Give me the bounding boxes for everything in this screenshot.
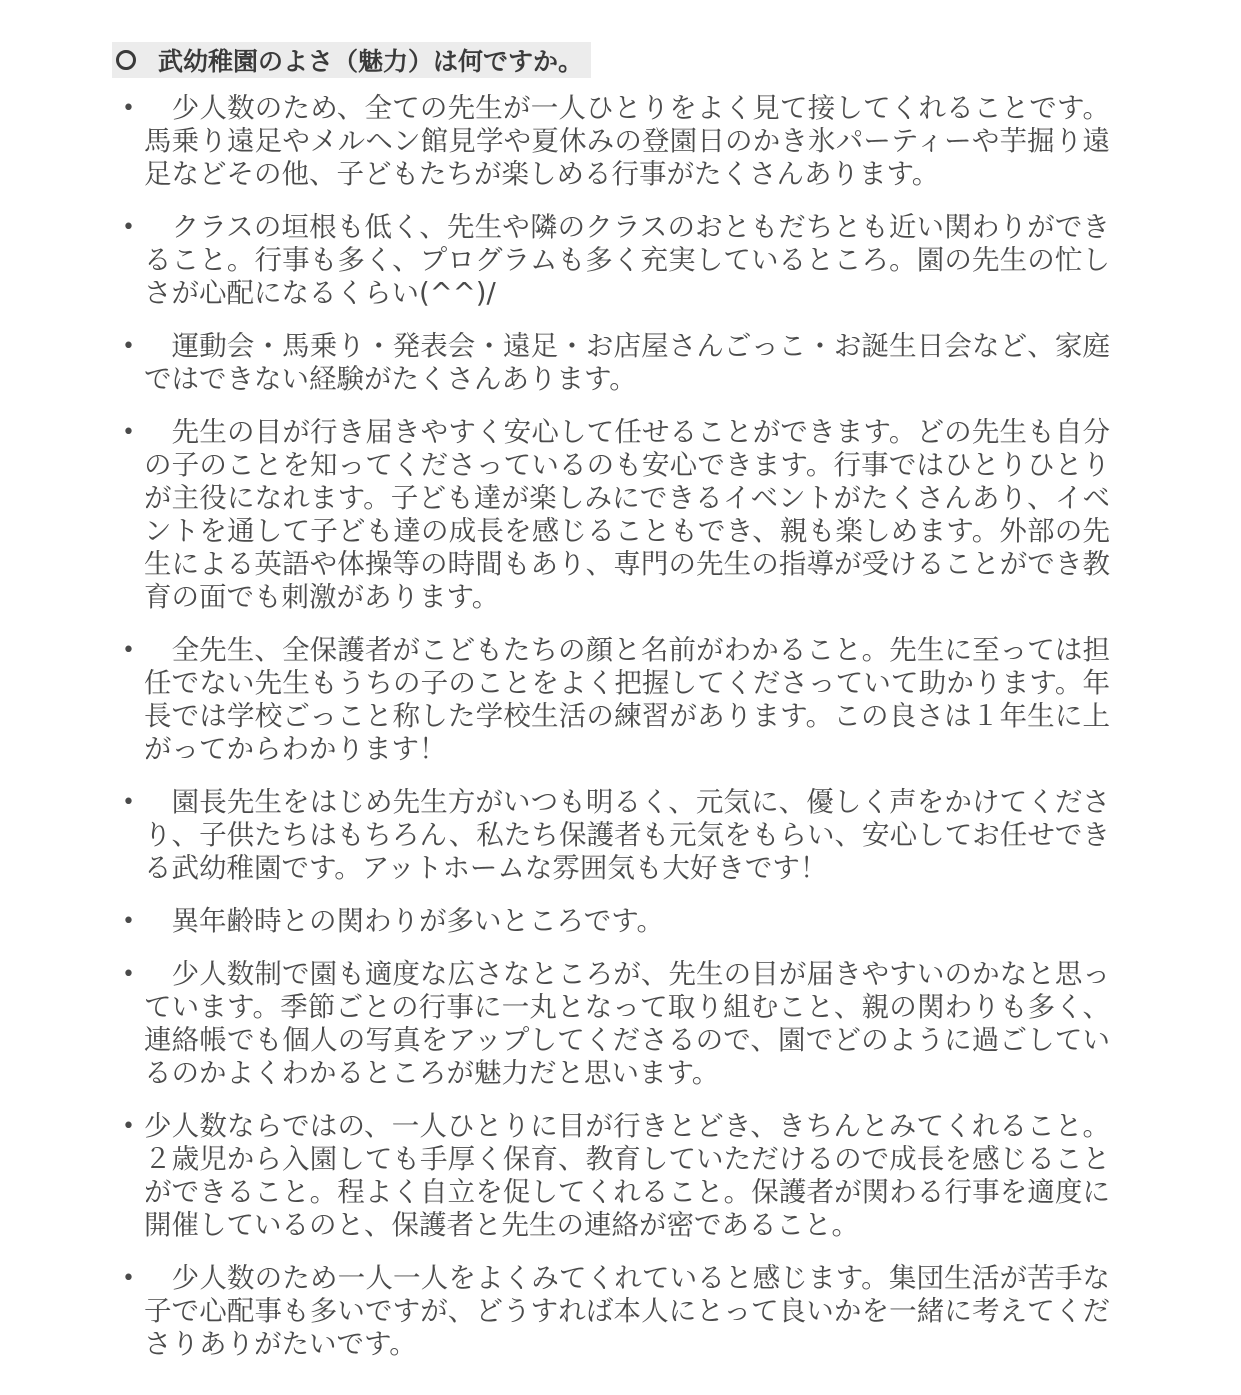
list-item-text: 園長先生をはじめ先生方がいつも明るく、元気に、優しく声をかけてくださり、子供たちはもちろん、私たち保護者も元気をもらい、安心してお任せできる武幼稚園です。アットホームな雰囲気も大好きです！ <box>144 786 1110 884</box>
list-item-text: 先生の目が行き届きやすく安心して任せることができます。どの先生も自分の子のことを知ってくださっているのも安心できます。行事ではひとりひとりが主役になれます。子ども達が楽しみにできるイベントがたくさんあり、イベントを通して子ども達の成長を感じることもでき、親も楽しめます。外部の先生による英語や体操等の時間もあり、専門の先生の指導が受けることができ教育の面でも刺激があります。 <box>144 416 1110 613</box>
list-item-text: 少人数のため、全ての先生が一人ひとりをよく見て接してくれることです。馬乗り遠足やメルヘン館見学や夏休みの登園日のかき氷パーティーや芋掘り遠足などその他、子どもたちが楽しめる行事がたくさんあります。 <box>144 92 1110 190</box>
list-item-text: 少人数制で園も適度な広さなところが、先生の目が届きやすいのかなと思っています。季節ごとの行事に一丸となって取り組むこと、親の関わりも多く、連絡帳でも個人の写真をアップしてくださるので、園でどのように過ごしているのかよくわかるところが魅力だと思います。 <box>144 958 1110 1089</box>
list-item <box>120 92 1110 191</box>
list-item <box>120 330 1110 396</box>
list-item-text: 運動会・馬乗り・発表会・遠足・お店屋さんごっこ・お誕生日会など、家庭ではできない経験がたくさんあります。 <box>144 330 1110 395</box>
list-item-text: 異年齢時との関わりが多いところです。 <box>144 905 665 937</box>
answer-list <box>120 92 1110 1381</box>
bullet-icon: • <box>122 334 135 359</box>
bullet-icon: • <box>122 790 135 815</box>
list-item <box>120 786 1110 885</box>
bullet-icon: • <box>122 962 135 987</box>
bullet-icon: • <box>122 638 135 663</box>
question-heading <box>112 42 591 78</box>
list-item <box>120 1110 1110 1242</box>
bullet-icon: • <box>122 1114 135 1139</box>
bullet-icon: • <box>122 420 135 445</box>
list-item <box>120 416 1110 614</box>
list-item <box>120 958 1110 1090</box>
list-item <box>120 905 1110 938</box>
list-item-text: 少人数ならではの、一人ひとりに目が行きとどき、きちんとみてくれること。２歳児から入園しても手厚く保育、教育していただけるので成長を感じることができること。程よく自立を促してくれること。保護者が関わる行事を適度に開催しているのと、保護者と先生の連絡が密であること。 <box>144 1110 1110 1241</box>
list-item-text: クラスの垣根も低く、先生や隣のクラスのおともだちとも近い関わりができること。行事も多く、プログラムも多く充実しているところ。園の先生の忙しさが心配になるくらい(^^)/ <box>144 211 1110 309</box>
bullet-icon: • <box>122 96 135 121</box>
list-item <box>120 634 1110 766</box>
list-item <box>120 211 1110 310</box>
heading-title: 武幼稚園のよさ（魅力）は何ですか。 <box>158 47 584 76</box>
list-item-text: 全先生、全保護者がこどもたちの顔と名前がわかること。先生に至っては担任でない先生もうちの子のことをよく把握してくださっていて助かります。年長では学校ごっこと称した学校生活の練習があります。この良さは１年生に上がってからわかります！ <box>144 634 1110 765</box>
bullet-icon: • <box>122 909 135 934</box>
bullet-icon: • <box>122 215 135 240</box>
list-item <box>120 1262 1110 1361</box>
bullet-icon: • <box>122 1266 135 1291</box>
list-item-text: 少人数のため一人一人をよくみてくれていると感じます。集団生活が苦手な子で心配事も多いですが、どうすれば本人にとって良いかを一緒に考えてくださりありがたいです。 <box>144 1262 1110 1360</box>
circle-icon <box>116 50 136 70</box>
